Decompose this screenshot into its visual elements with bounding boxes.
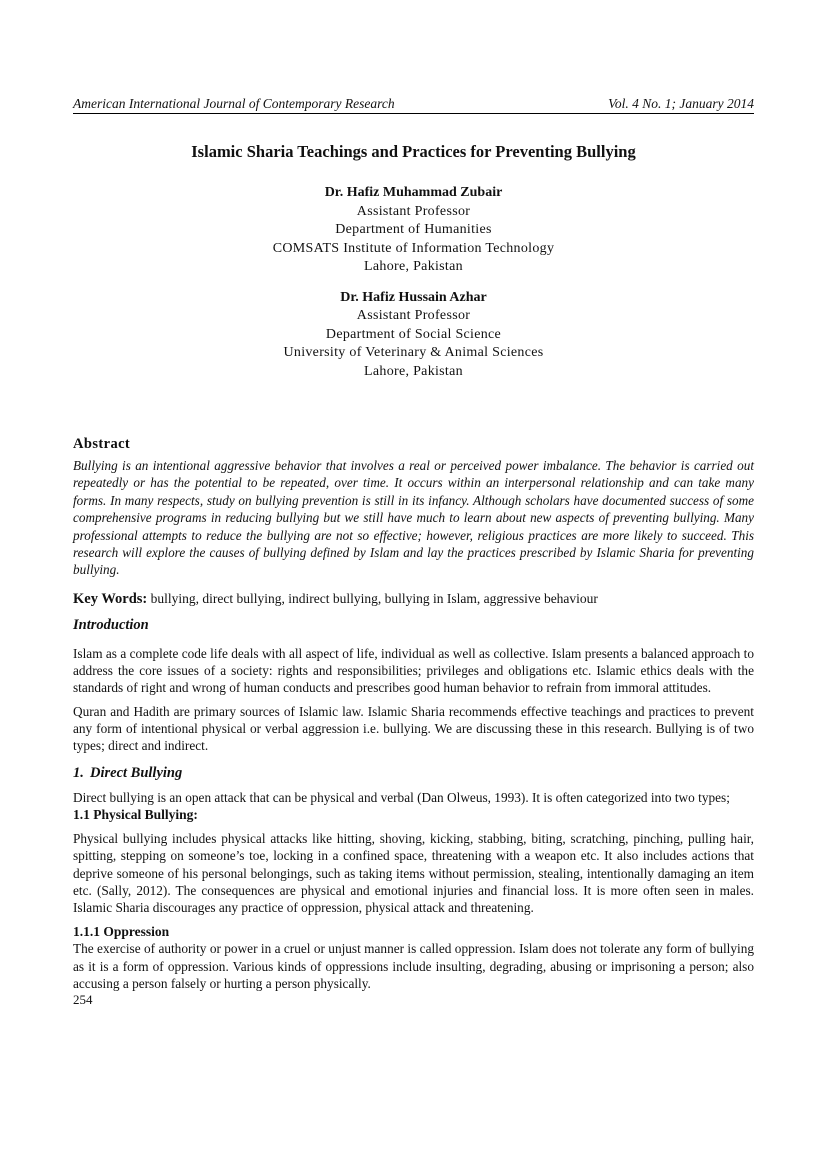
page <box>73 96 754 1008</box>
keywords-label: Key Words: <box>73 590 148 607</box>
oppression-paragraph: The exercise of authority or power in a cruel or unjust manner is called oppression. Islam does not tolerate any form of bullying as it is a form of oppression. Various kinds of oppressions include insulting, degrading, abusing or imprisoning a person; also accusing a person falsely or hurting a person physically. <box>73 941 754 991</box>
author-department: Department of Humanities <box>335 222 492 237</box>
abstract-heading: Abstract <box>73 436 131 452</box>
author-position: Assistant Professor <box>356 308 471 323</box>
paper-title: Islamic Sharia Teachings and Practices for Preventing Bullying <box>191 142 636 161</box>
author-department: Department of Social Science <box>325 326 502 342</box>
introduction-paragraph: Quran and Hadith are primary sources of Islamic law. Islamic Sharia recommends effective teachings and practices to prevent any form of intentional physical or verbal aggression i.e. bullying. We are discussing these in this research. Bullying is of two types; direct and indirect. <box>73 703 754 754</box>
author-institution: University of Veterinary & Animal Sciences <box>283 345 544 360</box>
author-block-2 <box>73 289 754 382</box>
author-block-1 <box>73 184 754 277</box>
author-location: Lahore, Pakistan <box>364 363 463 379</box>
section-title: Direct Bullying <box>90 764 183 781</box>
author-institution: COMSATS Institute of Information Technology <box>272 240 555 256</box>
abstract-text: Bullying is an intentional aggressive behavior that involves a real or perceived power imbalance. The behavior is carried out repeatedly or has the potential to be repeated, over time. It occurs within an interpersonal relationship and can take many forms. In many respects, study on bullying prevention is still in its infancy. Although scholars have documented success of some comprehensive programs in reducing bullying but we still have much to learn about new aspects of preventing bullying. Many professional attempts to reduce the bullying are not so effective; however, religious practices are more likely to succeed. This research will explore the causes of bullying defined by Islam and lay the practices prescribed by Islamic Sharia for preventing bullying. <box>73 458 754 578</box>
issue-info: Vol. 4 No. 1; January 2014 <box>608 96 754 111</box>
introduction-heading: Introduction <box>73 616 149 633</box>
direct-bullying-paragraph: Direct bullying is an open attack that can be physical and verbal (Dan Olweus, 1993). It is often categorized into two types; <box>73 789 730 805</box>
author-position: Assistant Professor <box>356 203 471 219</box>
section-number: 1. <box>73 764 84 781</box>
keywords-text: bullying, direct bullying, indirect bullying, bullying in Islam, aggressive behaviour <box>147 590 598 606</box>
direct-bullying-heading <box>73 764 754 782</box>
keywords <box>73 590 754 608</box>
author-name: Dr. Hafiz Hussain Azhar <box>340 289 487 305</box>
oppression-heading: 1.1.1 Oppression <box>73 924 170 940</box>
author-location: Lahore, Pakistan <box>364 259 463 274</box>
running-header <box>73 96 754 114</box>
physical-bullying-heading: 1.1 Physical Bullying: <box>73 806 198 822</box>
page-number: 254 <box>73 992 93 1008</box>
introduction-paragraph: Islam as a complete code life deals with all aspect of life, individual as well as collective. Islam presents a balanced approach to address the core issues of a society: rights and responsibilities; privileges and obligations etc. Islamic ethics deals with the standards of right and wrong of human conducts and prescribes good human behavior to refrain from immoral attitudes. <box>73 645 754 696</box>
journal-name: American International Journal of Contemporary Research <box>73 96 395 111</box>
author-name: Dr. Hafiz Muhammad Zubair <box>324 185 503 200</box>
physical-bullying-paragraph: Physical bullying includes physical attacks like hitting, shoving, kicking, stabbing, biting, scratching, pinching, pulling hair, spitting, stepping on someone’s toe, locking in a confined space, threatening with a weapon etc. It also includes actions that deprive someone of his personal belongings, such as taking items without permission, stealing, intentionally damaging an item etc. (Sally, 2012). The consequences are physical and emotional injuries and financial loss. It is more often seen in males. Islamic Sharia discourages any practice of oppression, physical attack and threatening. <box>73 830 754 916</box>
